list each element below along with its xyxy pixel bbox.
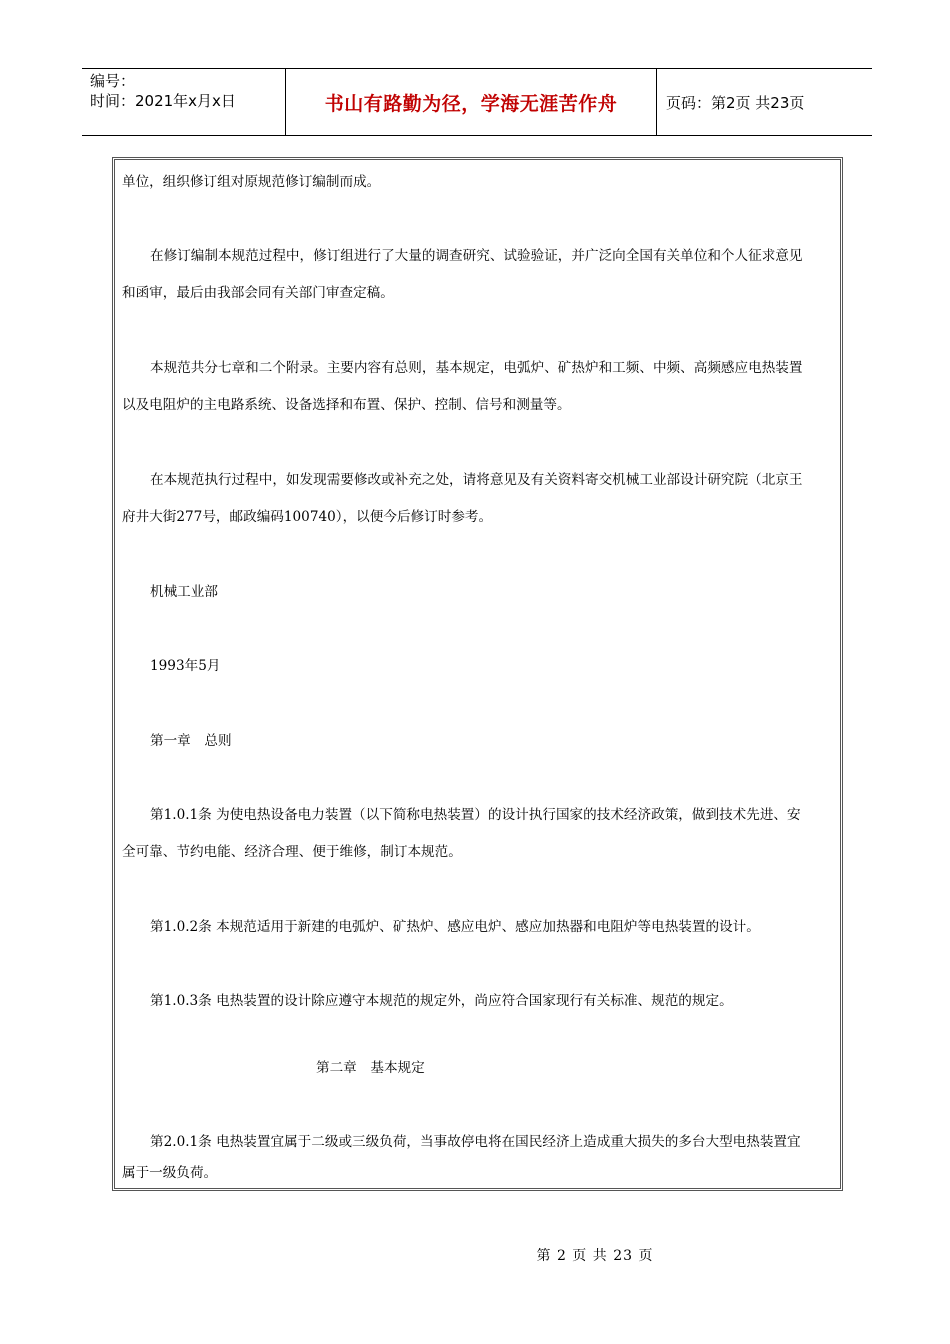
article-line: 第1.0.1条 为使电热设备电力装置（以下简称电热装置）的设计执行国家的技术经济政策，做到技术先进、安 (150, 807, 801, 823)
chapter-heading: 第一章 总则 (150, 733, 232, 749)
page-footer: 第 2 页 共 23 页 (536, 1248, 654, 1264)
header-motto: 书山有路勤为径，学海无涯苦作舟 (285, 69, 657, 135)
document-number-label: 编号： (90, 72, 136, 90)
signature-organization: 机械工业部 (150, 584, 218, 600)
article-line: 全可靠、节约电能、经济合理、便于维修，制订本规范。 (122, 844, 462, 860)
paragraph-line: 单位，组织修订组对原规范修订编制而成。 (122, 174, 381, 190)
paragraph-line: 和函审，最后由我部会同有关部门审查定稿。 (122, 285, 394, 301)
content-frame (112, 157, 843, 1191)
page-header (82, 68, 872, 136)
signature-date: 1993年5月 (150, 658, 221, 674)
article-line: 属于一级负荷。 (122, 1165, 218, 1181)
paragraph-line: 以及电阻炉的主电路系统、设备选择和布置、保护、控制、信号和测量等。 (122, 397, 571, 413)
header-info-cell (82, 69, 285, 135)
article-line: 第2.0.1条 电热装置宜属于二级或三级负荷，当事故停电将在国民经济上造成重大损失的多台大型电热装置宜 (150, 1134, 801, 1150)
article-line: 第1.0.3条 电热装置的设计除应遵守本规范的规定外，尚应符合国家现行有关标准、规范的规定。 (150, 993, 733, 1009)
paragraph-line: 在本规范执行过程中，如发现需要修改或补充之处，请将意见及有关资料寄交机械工业部设计研究院（北京王 (150, 472, 803, 488)
article-line: 第1.0.2条 本规范适用于新建的电弧炉、矿热炉、感应电炉、感应加热器和电阻炉等电热装置的设计。 (150, 919, 760, 935)
header-page-number: 页码：第2页 共23页 (666, 93, 805, 112)
paragraph-line: 府井大街277号，邮政编码100740），以便今后修订时参考。 (122, 509, 493, 525)
paragraph-line: 在修订编制本规范过程中，修订组进行了大量的调查研究、试验验证，并广泛向全国有关单位和个人征求意见 (150, 248, 803, 264)
paragraph-line: 本规范共分七章和二个附录。主要内容有总则，基本规定，电弧炉、矿热炉和工频、中频、高频感应电热装置 (150, 360, 803, 376)
document-date-label: 时间：2021年x月x日 (90, 92, 236, 110)
chapter-heading: 第二章 基本规定 (316, 1060, 425, 1076)
